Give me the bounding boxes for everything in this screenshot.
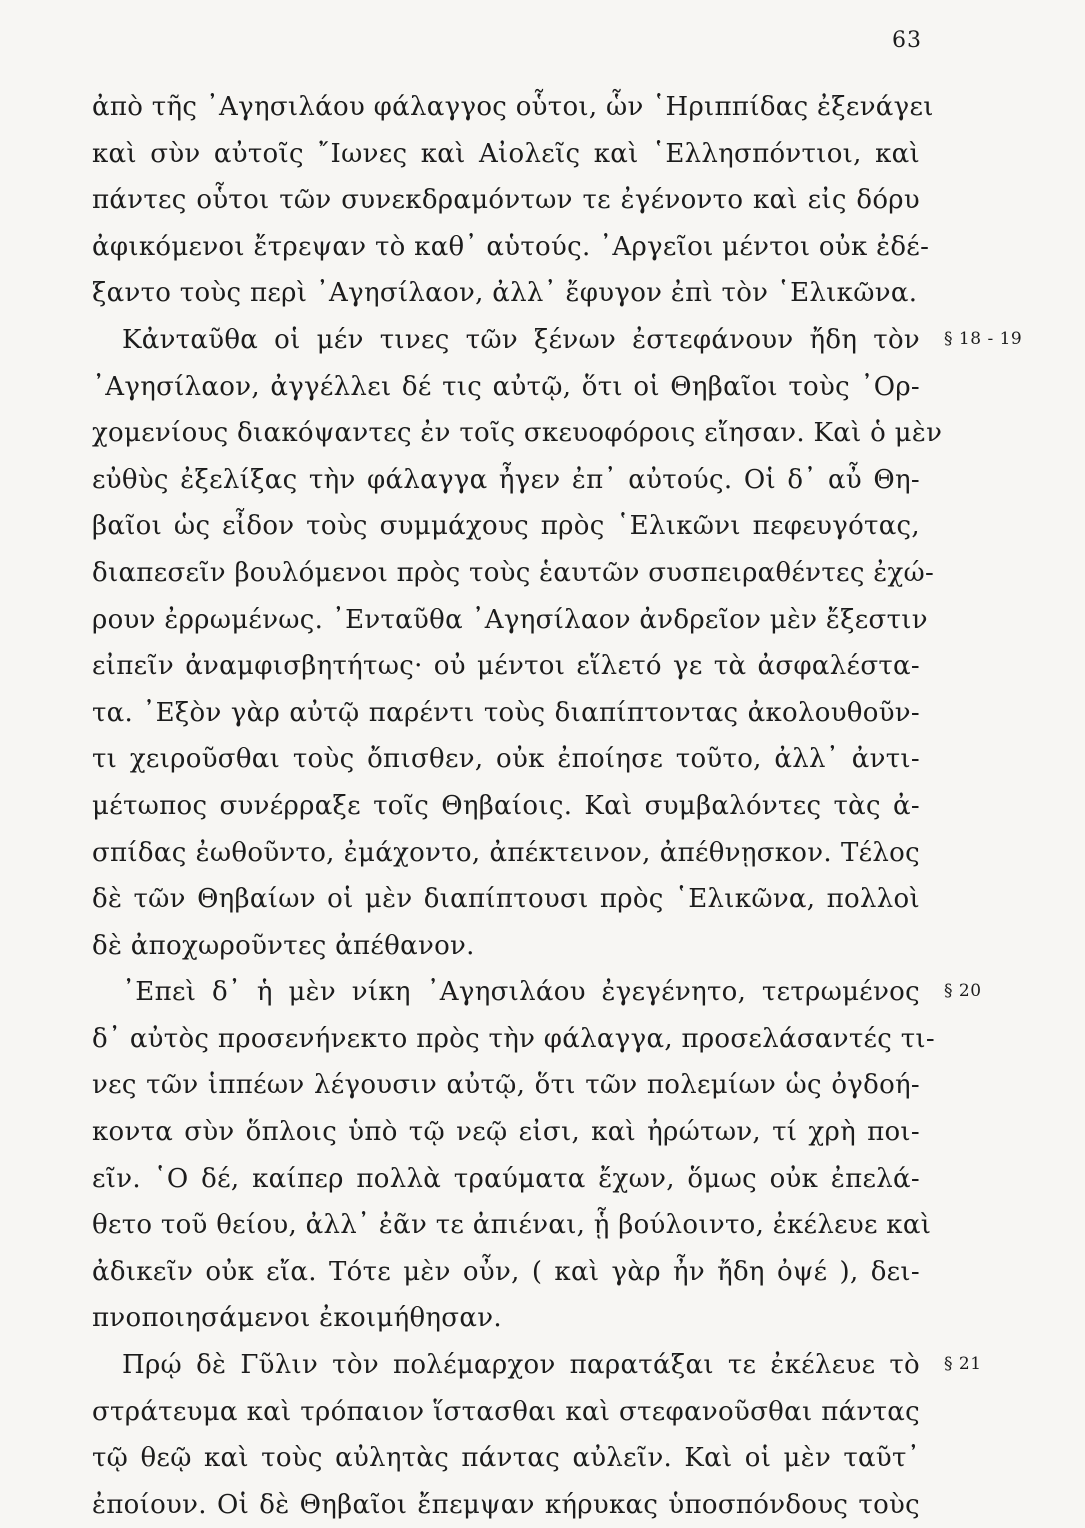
- text-line: πνοποιησάμενοι ἐκοιμήθησαν.: [92, 1303, 502, 1334]
- section-marker: § 21: [944, 1354, 982, 1375]
- text-line: εἰπεῖν ἀναμφισβητήτως· οὐ μέντοι εἵλετό γε τὰ ἀσφαλέστα-: [92, 651, 920, 682]
- section-marker: § 20: [944, 981, 982, 1002]
- text-line: δὲ ἀποχωροῦντες ἀπέθανον.: [92, 930, 475, 961]
- text-line: δ᾿ αὐτὸς προσενήνεκτο πρὸς τὴν φάλαγγα, προσελάσαντές τι-: [92, 1023, 935, 1054]
- text-line: ἀδικεῖν οὐκ εἴα. Τότε μὲν οὖν, ( καὶ γὰρ ἦν ἤδη ὀψέ ), δει-: [92, 1256, 920, 1287]
- text-line: στράτευμα καὶ τρόπαιον ἵστασθαι καὶ στεφανοῦσθαι πάντας: [92, 1396, 920, 1427]
- text-line: κοντα σὺν ὅπλοις ὑπὸ τῷ νεῷ εἰσι, καὶ ἠρώτων, τί χρὴ ποι-: [92, 1117, 920, 1148]
- text-line: ἀφικόμενοι ἔτρεψαν τὸ καθ᾿ αὑτούς. ᾿Αργεῖοι μέντοι οὐκ ἐδέ-: [92, 231, 930, 262]
- text-line: μέτωπος συνέρραξε τοῖς Θηβαίοις. Καὶ συμβαλόντες τὰς ἀ-: [92, 790, 920, 821]
- text-line: τῷ θεῷ καὶ τοὺς αὐλητὰς πάντας αὐλεῖν. Καὶ οἱ μὲν ταῦτ᾿: [92, 1443, 920, 1474]
- text-line: νες τῶν ἱππέων λέγουσιν αὐτῷ, ὅτι τῶν πολεμίων ὡς ὀγδοή-: [92, 1070, 920, 1101]
- text-line: εῖν. ῾Ο δέ, καίπερ πολλὰ τραύματα ἔχων, ὅμως οὐκ ἐπελά-: [92, 1163, 920, 1194]
- text-line: χομενίους διακόψαντες ἐν τοῖς σκευοφόροις εἴησαν. Καὶ ὁ μὲν: [92, 418, 943, 449]
- text-line: πάντες οὗτοι τῶν συνεκδραμόντων τε ἐγένοντο καὶ εἰς δόρυ: [92, 185, 920, 216]
- text-line: καὶ σὺν αὐτοῖς ῎Ιωνες καὶ Αἰολεῖς καὶ ῾Ελλησπόντιοι, καὶ: [92, 138, 920, 169]
- page-number: 63: [892, 28, 922, 53]
- text-line: σπίδας ἐωθοῦντο, ἐμάχοντο, ἀπέκτεινον, ἀπέθνῃσκον. Τέλος: [92, 837, 920, 868]
- text-line: ρουν ἐρρωμένως. ᾿Ενταῦθα ᾿Αγησίλαον ἀνδρεῖον μὲν ἔξεστιν: [92, 604, 928, 635]
- body-text: [92, 84, 943, 1528]
- text-line: ἐποίουν. Οἱ δὲ Θηβαῖοι ἔπεμψαν κήρυκας ὑποσπόνδους τοὺς: [92, 1489, 920, 1520]
- text-line: διαπεσεῖν βουλόμενοι πρὸς τοὺς ἑαυτῶν συσπειραθέντες ἐχώ-: [92, 557, 935, 588]
- text-line: ξαντο τοὺς περὶ ᾿Αγησίλαον, ἀλλ᾿ ἔφυγον ἐπὶ τὸν ῾Ελικῶνα.: [92, 278, 918, 309]
- text-line: τα. ᾿Εξὸν γὰρ αὐτῷ παρέντι τοὺς διαπίπτοντας ἀκολουθοῦν-: [92, 697, 920, 728]
- text-line: θετο τοῦ θείου, ἀλλ᾿ ἐᾶν τε ἀπιέναι, ᾗ βούλοιντο, ἐκέλευε καὶ: [92, 1210, 932, 1241]
- text-line: Πρῴ δὲ Γῦλιν τὸν πολέμαρχον παρατάξαι τε ἐκέλευε τὸ: [122, 1350, 920, 1381]
- text-line: τι χειροῦσθαι τοὺς ὄπισθεν, οὐκ ἐποίησε τοῦτο, ἀλλ᾿ ἀντι-: [92, 744, 920, 775]
- text-line: ἀπὸ τῆς ᾿Αγησιλάου φάλαγγος οὗτοι, ὧν ῾Ηριππίδας ἐξενάγει: [92, 92, 934, 122]
- text-line: δὲ τῶν Θηβαίων οἱ μὲν διαπίπτουσι πρὸς ῾Ελικῶνα, πολλοὶ: [92, 884, 920, 915]
- text-line: βαῖοι ὡς εἶδον τοὺς συμμάχους πρὸς ῾Ελικῶνι πεφευγότας,: [92, 511, 920, 542]
- text-line: ᾿Αγησίλαον, ἀγγέλλει δέ τις αὐτῷ, ὅτι οἱ Θηβαῖοι τοὺς ᾿Ορ-: [92, 371, 920, 402]
- text-line: ᾿Επεὶ δ᾿ ἡ μὲν νίκη ᾿Αγησιλάου ἐγεγένητο, τετρωμένος: [122, 977, 920, 1008]
- text-line: εὐθὺς ἐξελίξας τὴν φάλαγγα ἦγεν ἐπ᾿ αὐτούς. Οἱ δ᾿ αὖ Θη-: [92, 464, 920, 495]
- section-marker: § 18 - 19: [944, 329, 1023, 349]
- text-line: Κἀνταῦθα οἱ μέν τινες τῶν ξένων ἐστεφάνουν ἤδη τὸν: [122, 324, 920, 355]
